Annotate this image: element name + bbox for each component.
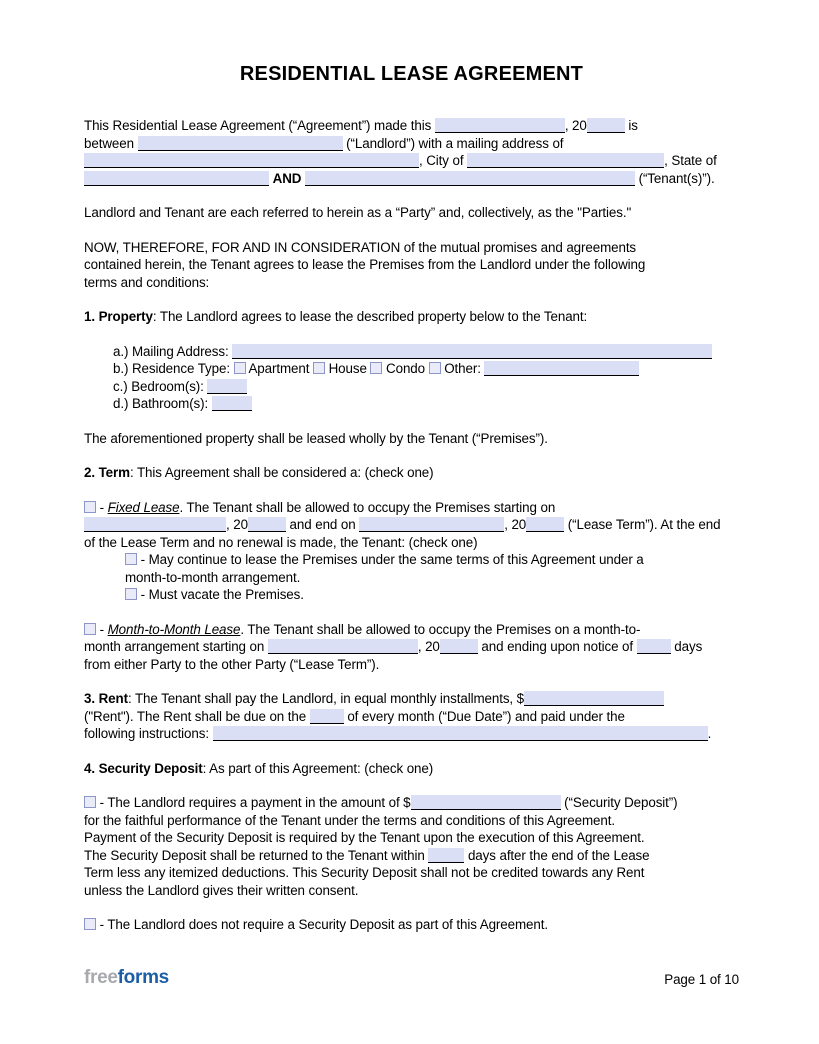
text-run: Apartment — [245, 361, 313, 376]
term-section-heading — [84, 464, 739, 482]
landlord-street-address-field[interactable] — [84, 153, 419, 168]
text-run: - May continue to lease the Premises under the same terms of this Agreement under a — [137, 552, 644, 567]
fixed-end-day-field[interactable] — [359, 517, 504, 532]
text-run: unless the Landlord gives their written consent. — [84, 882, 359, 898]
parties-paragraph — [84, 204, 739, 222]
tenant-names-field[interactable] — [305, 171, 635, 186]
text-run: , 20 — [564, 118, 587, 133]
text-run: following instructions: — [84, 726, 213, 741]
text-run: Condo — [382, 361, 429, 376]
fixed-start-day-field[interactable] — [84, 517, 226, 532]
text-run: : The Landlord agrees to lease the described property below to the Tenant: — [152, 309, 588, 324]
fixed-lease-paragraph — [84, 499, 739, 552]
text-run: Month-to-Month Lease — [107, 621, 241, 637]
property-section-heading — [84, 308, 739, 326]
property-item-bedrooms — [113, 378, 739, 396]
must-vacate-checkbox[interactable] — [125, 588, 137, 600]
text-run: , 20 — [504, 517, 527, 532]
text-run: . — [707, 726, 712, 741]
text-run: AND — [272, 170, 302, 186]
text-run: (“Security Deposit”) — [560, 795, 678, 810]
deposit-required-paragraph — [84, 794, 739, 899]
text-run: Payment of the Security Deposit is required by the Tenant upon the execution of this Agreement. — [84, 830, 645, 845]
text-run: : As part of this Agreement: (check one) — [202, 760, 434, 776]
text-run: and end on — [285, 517, 360, 532]
page-number: Page 1 of 10 — [664, 972, 739, 987]
deposit-section-heading — [84, 760, 739, 778]
text-run: is — [624, 118, 638, 133]
rent-due-day-field[interactable] — [310, 709, 344, 724]
rent-paragraph — [84, 690, 739, 743]
fixed-lease-checkbox[interactable] — [84, 501, 96, 513]
residence-apartment-checkbox[interactable] — [234, 362, 246, 374]
text-run: days after the end of the Lease — [464, 847, 650, 863]
security-deposit-amount-field[interactable] — [411, 795, 561, 810]
property-list — [113, 343, 739, 413]
residence-other-checkbox[interactable] — [429, 362, 441, 374]
premises-paragraph — [84, 430, 739, 448]
text-run: , City of — [419, 153, 468, 168]
text-run: , 20 — [226, 517, 248, 532]
text-run: Other: — [440, 361, 485, 376]
text-run: ("Rent"). The Rent shall be due on the — [84, 708, 310, 724]
text-run: House — [324, 361, 371, 376]
text-run: . The Tenant shall be allowed to occupy the Premises starting on — [179, 499, 556, 515]
deposit-return-days-field[interactable] — [428, 848, 464, 863]
residence-other-field[interactable] — [484, 361, 639, 376]
text-run: from either Party to the other Party (“Lease Term”). — [84, 656, 380, 672]
text-run: : The Tenant shall pay the Landlord, in equal monthly installments, $ — [127, 691, 525, 706]
text-run: contained herein, the Tenant agrees to lease the Premises from the Landlord under the following — [84, 257, 646, 272]
text-run: Landlord and Tenant are each referred to herein as a “Party” and, collectively, as the "Parties." — [84, 205, 632, 220]
text-run: 2. Term — [84, 465, 130, 480]
text-run: between — [84, 135, 138, 151]
text-run: - Must vacate the Premises. — [137, 587, 304, 602]
property-item-mailing-address — [113, 343, 739, 361]
page-footer — [84, 968, 739, 988]
deposit-required-checkbox[interactable] — [84, 796, 96, 808]
city-field[interactable] — [467, 153, 664, 168]
text-run: Term less any itemized deductions. This Security Deposit shall not be credited towards any Rent — [84, 865, 645, 880]
property-mailing-address-field[interactable] — [232, 344, 712, 359]
text-run: (“Lease Term”). At the end — [564, 517, 721, 532]
text-run: month arrangement starting on — [84, 639, 268, 654]
text-run: - — [96, 499, 108, 515]
text-run: a.) Mailing Address: — [113, 343, 233, 359]
text-run: (“Tenant(s)”). — [634, 170, 715, 186]
fixed-option-continue — [125, 551, 739, 586]
m2m-start-year-field[interactable] — [440, 639, 478, 654]
fixed-end-year-field[interactable] — [526, 517, 564, 532]
intro-paragraph — [84, 117, 739, 187]
deposit-not-required-paragraph — [84, 916, 739, 934]
property-item-residence-type — [113, 360, 739, 378]
text-run: NOW, THEREFORE, FOR AND IN CONSIDERATION of the mutual promises and agreements — [84, 239, 637, 255]
text-run: month-to-month arrangement. — [125, 569, 301, 585]
text-run: . The Tenant shall be allowed to occupy the Premises on a month-to- — [240, 621, 641, 637]
bedrooms-field[interactable] — [207, 379, 247, 394]
text-run: Fixed Lease — [107, 499, 180, 515]
text-run: - The Landlord requires a payment in the amount of $ — [96, 795, 411, 810]
agreement-year-field[interactable] — [587, 118, 625, 133]
text-run: of the Lease Term and no renewal is made, the Tenant: (check one) — [84, 534, 478, 550]
m2m-notice-days-field[interactable] — [637, 639, 671, 654]
consideration-paragraph — [84, 239, 739, 292]
text-run: 1. Property — [84, 309, 153, 324]
text-run: and ending upon notice of — [477, 639, 637, 654]
text-run: 4. Security Deposit — [84, 760, 203, 776]
text-run: of every month (“Due Date”) and paid under the — [343, 708, 625, 724]
text-run: - — [96, 621, 108, 637]
residence-house-checkbox[interactable] — [313, 362, 325, 374]
text-run: , 20 — [417, 639, 440, 654]
fixed-lease-options — [125, 551, 739, 604]
property-item-bathrooms — [113, 395, 739, 413]
text-run: The aforementioned property shall be leased wholly by the Tenant (“Premises”). — [84, 430, 548, 446]
text-run: d.) Bathroom(s): — [113, 396, 212, 411]
fixed-option-vacate — [125, 586, 739, 604]
state-field[interactable] — [84, 171, 269, 186]
text-run: - The Landlord does not require a Security Deposit as part of this Agreement. — [96, 917, 548, 932]
text-run: 3. Rent — [84, 691, 128, 706]
text-run: c.) Bedroom(s): — [113, 378, 208, 394]
month-to-month-paragraph — [84, 621, 739, 674]
agreement-day-field[interactable] — [435, 118, 565, 133]
text-run: b.) Residence Type: — [113, 361, 234, 376]
landlord-name-field[interactable] — [138, 136, 343, 151]
text-run: for the faithful performance of the Tenant under the terms and conditions of this Agreement. — [84, 812, 615, 828]
text-run: This Residential Lease Agreement (“Agreement”) made this — [84, 118, 435, 133]
bathrooms-field[interactable] — [212, 396, 252, 411]
document-title: RESIDENTIAL LEASE AGREEMENT — [239, 63, 584, 85]
text-run: : This Agreement shall be considered a: (check one) — [129, 465, 434, 480]
text-run: days — [670, 639, 703, 654]
residence-condo-checkbox[interactable] — [370, 362, 382, 374]
no-deposit-checkbox[interactable] — [84, 918, 96, 930]
month-to-month-lease-checkbox[interactable] — [84, 623, 96, 635]
monthly-rent-amount-field[interactable] — [524, 691, 664, 706]
renew-month-to-month-checkbox[interactable] — [125, 553, 137, 565]
logo-forms-text: forms — [117, 967, 169, 988]
text-run: terms and conditions: — [84, 274, 210, 290]
m2m-start-day-field[interactable] — [268, 639, 418, 654]
text-run: (“Landlord”) with a mailing address of — [342, 135, 564, 151]
text-run: , State of — [664, 153, 717, 168]
fixed-start-year-field[interactable] — [248, 517, 286, 532]
freeforms-logo — [84, 968, 169, 988]
text-run: The Security Deposit shall be returned to the Tenant within — [84, 847, 429, 863]
payment-instructions-field[interactable] — [213, 726, 708, 741]
logo-free-text: free — [84, 967, 118, 988]
